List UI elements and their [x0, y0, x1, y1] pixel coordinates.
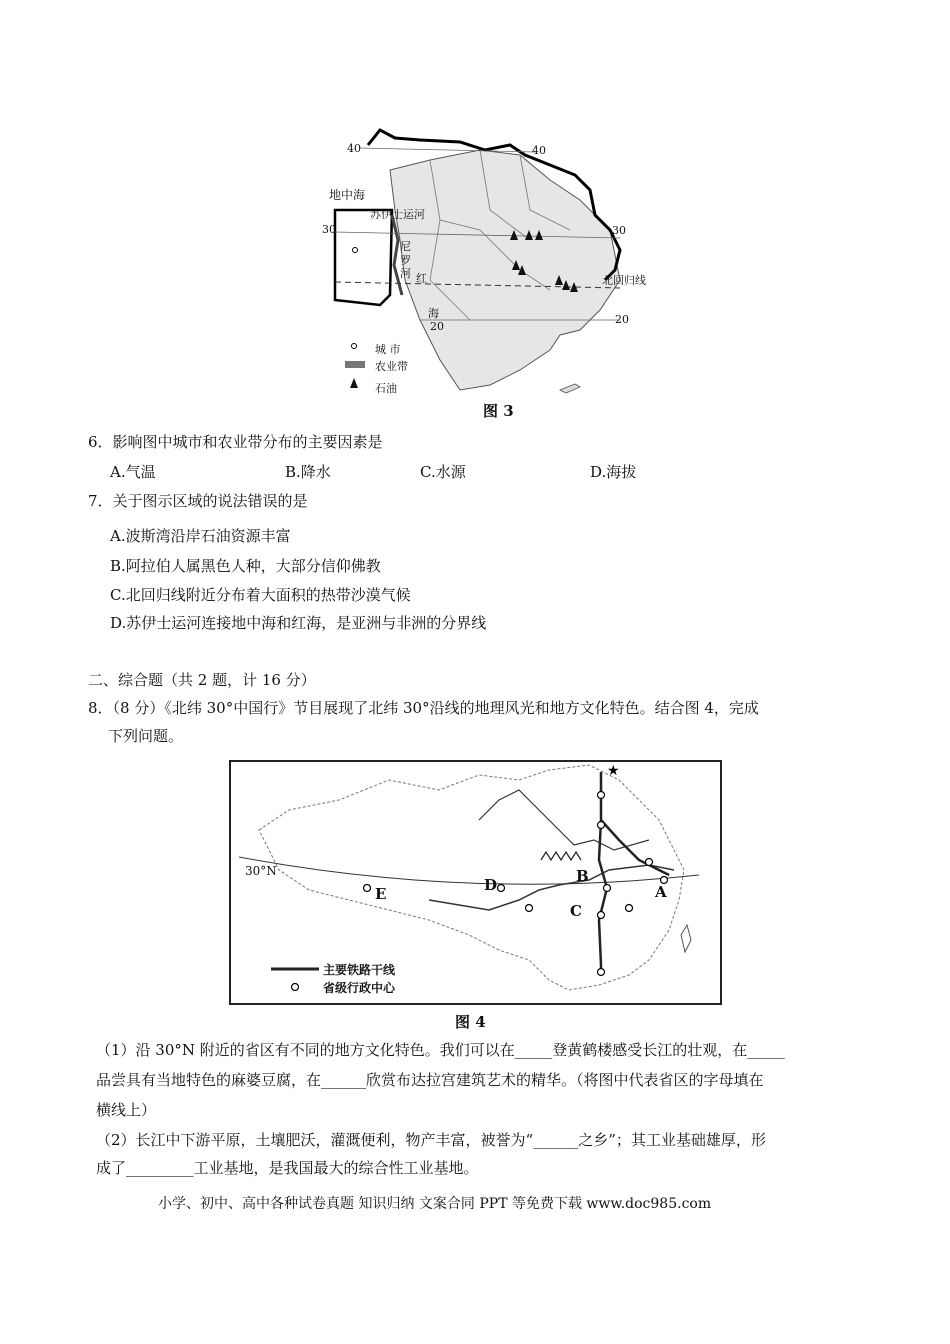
q7-option-a: A.波斯湾沿岸石油资源丰富: [110, 527, 291, 545]
capital-icon: [498, 885, 505, 892]
lat30-left-label: 30: [322, 223, 336, 236]
capital-icon: [598, 912, 605, 919]
lat30-right-label: 30: [612, 224, 626, 237]
figure4-caption: 图 4: [455, 1013, 486, 1031]
q6-stem: 6．影响图中城市和农业带分布的主要因素是: [88, 433, 383, 451]
lat40-right-label: 40: [532, 144, 546, 157]
lat20-right-label: 20: [615, 313, 629, 326]
province-b-label: B: [576, 867, 589, 885]
mediterranean-label: 地中海: [329, 188, 366, 202]
star-icon: ★: [607, 763, 620, 779]
q6-option-a: A.气温: [110, 463, 156, 481]
africa-frame: [335, 210, 392, 305]
q8-line1: 8．（8 分）《北纬 30°中国行》节目展现了北纬 30°沿线的地理风光和地方文化特色。结合图 4，完成: [88, 699, 759, 717]
capital-icon: [626, 905, 633, 912]
q8-part2-line2: 成了_________工业基地，是我国最大的综合性工业基地。: [96, 1159, 479, 1177]
legend-railway-label: 主要铁路干线: [323, 963, 396, 977]
tropic-label: 北回归线: [602, 274, 646, 287]
lat20-left-label: 20: [430, 320, 444, 333]
q8-part1-line1: （1）沿 30°N 附近的省区有不同的地方文化特色。我们可以在_____登黄鹤楼感受长江的壮观，在_____: [96, 1041, 785, 1059]
section2-heading: 二、综合题（共 2 题，计 16 分）: [88, 671, 316, 689]
capital-icon: [598, 969, 605, 976]
q7-option-b: B.阿拉伯人属黑色人种，大部分信仰佛教: [110, 557, 381, 575]
legend-farm-label: 农业带: [375, 360, 408, 373]
capital-icon: [526, 905, 533, 912]
legend-capital-label: 省级行政中心: [323, 981, 396, 995]
lat40-line: [360, 148, 535, 152]
capital-icon: [598, 792, 605, 799]
province-d-label: D: [484, 876, 498, 894]
nile-label-2: 罗: [400, 254, 411, 267]
q7-option-c: C.北回归线附近分布着大面积的热带沙漠气候: [110, 586, 411, 604]
city-icon: [352, 344, 357, 349]
province-c-label: C: [570, 902, 582, 920]
lat30n-label: 30°N: [245, 864, 277, 878]
legend-oil-label: 石油: [375, 382, 397, 395]
legend-city-label: 城 市: [375, 343, 401, 356]
q7-stem: 7．关于图示区域的说法错误的是: [88, 492, 308, 510]
q6-option-d: D.海拔: [590, 463, 637, 481]
red-sea-label-2: 海: [428, 307, 439, 320]
nile-label-3: 河: [400, 267, 411, 280]
capital-icon: [598, 822, 605, 829]
page-footer: 小学、初中、高中各种试卷真题 知识归纳 文案合同 PPT 等免费下载 www.doc985.com: [158, 1196, 712, 1212]
capital-icon: [364, 885, 371, 892]
capital-icon: [292, 984, 299, 991]
capital-icon: [646, 859, 653, 866]
suez-label: 苏伊士运河: [370, 208, 425, 221]
capital-icon: [604, 885, 611, 892]
q8-part2-line1: （2）长江中下游平原，土壤肥沃，灌溉便利，物产丰富，被誉为“______之乡”；其工业基础雄厚，形: [96, 1131, 766, 1149]
city-icon: [353, 248, 358, 253]
province-e-label: E: [375, 885, 387, 903]
q7-option-d: D.苏伊士运河连接地中海和红海，是亚洲与非洲的分界线: [110, 614, 487, 632]
q6-option-b: B.降水: [285, 463, 331, 481]
q8-part1-line3: 横线上）: [96, 1101, 157, 1119]
lat40-left-label: 40: [347, 142, 361, 155]
q8-part1-line2: 品尝具有当地特色的麻婆豆腐，在______欣赏布达拉宫建筑艺术的精华。（将图中代表省区的字母填在: [96, 1071, 764, 1089]
nile-label-1: 尼: [400, 240, 411, 253]
red-sea-label-1: 红: [416, 272, 427, 285]
q6-option-c: C.水源: [420, 463, 466, 481]
oil-icon: [350, 378, 358, 388]
figure3-caption: 图 3: [483, 402, 514, 420]
figure3-map: [320, 120, 650, 420]
farm-belt-icon: [345, 361, 365, 368]
island: [560, 384, 580, 393]
figure4-map: [229, 760, 722, 1005]
q8-line2: 下列问题。: [108, 727, 184, 745]
province-a-label: A: [655, 883, 667, 901]
